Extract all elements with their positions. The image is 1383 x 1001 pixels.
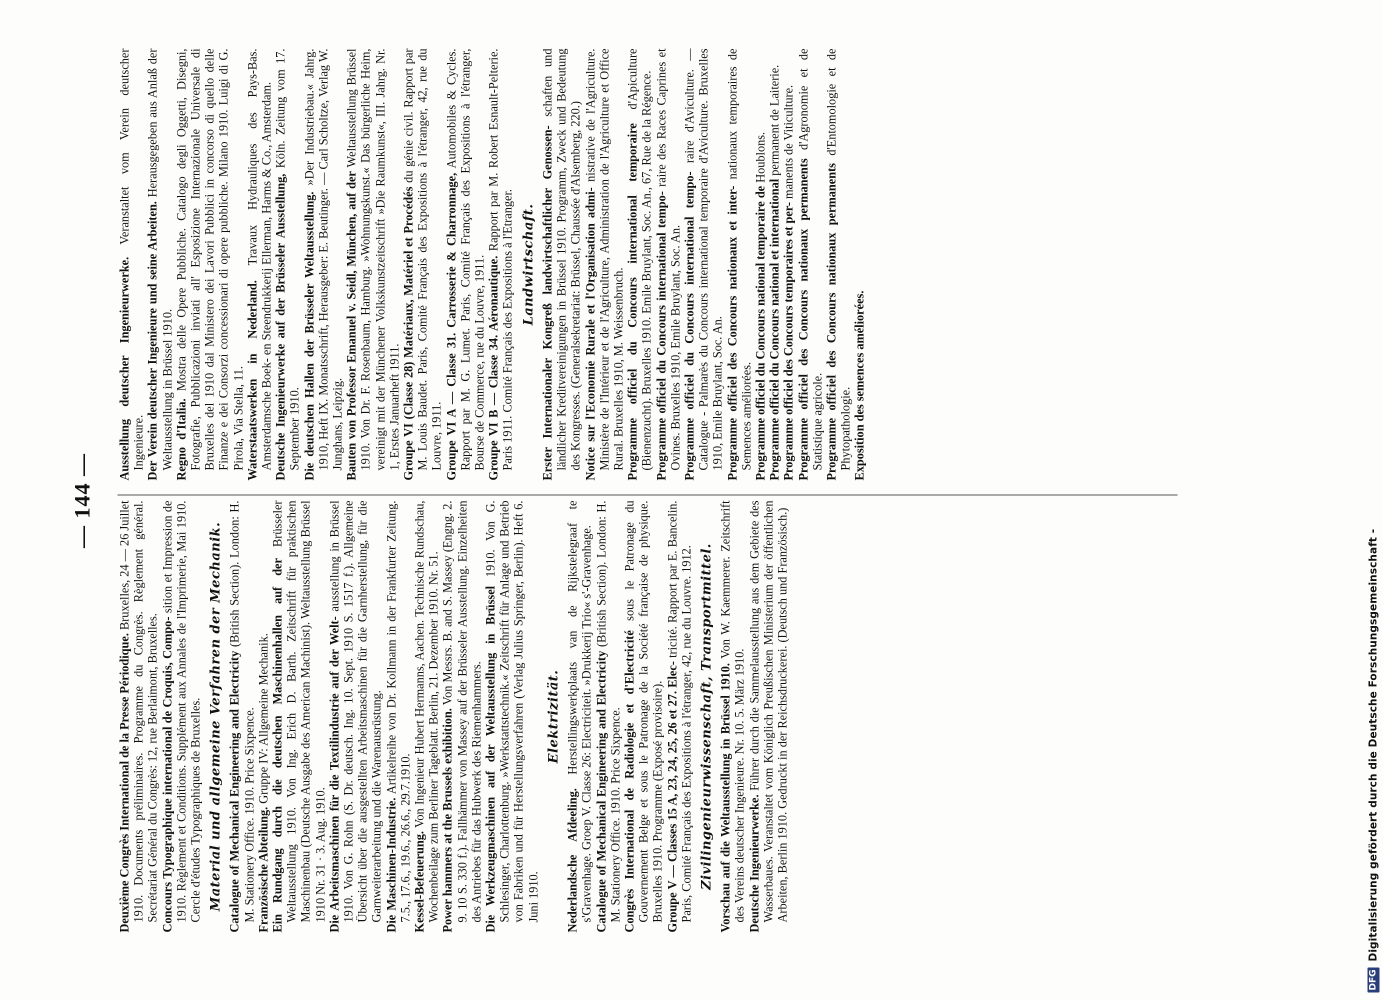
entry-title: Programme officiel des Concours nationaux permanents	[824, 163, 839, 481]
bibliography-entry	[302, 49, 345, 481]
bibliography-entry	[274, 49, 302, 481]
bibliography-entry	[768, 49, 782, 481]
entry-title: Programme officiel des Concours temporaires et per-	[781, 202, 796, 481]
entry-details: du génie civil. Rapport par M. Louis Baudet. Paris, Comité Français des Expositions à l'étranger, 42, rue du Louvre, 1911.	[401, 48, 444, 471]
entry-details: Houblons.	[753, 131, 768, 183]
entry-title: Vorschau auf die Weltausstellung in Brüssel 1910.	[718, 663, 733, 933]
bibliography-entry	[654, 49, 682, 481]
entry-title: Kessel-Befeuerung.	[412, 831, 427, 933]
entry-title: Bauten von Professor Emanuel v. Seidl, München, auf der	[344, 171, 359, 481]
entry-details: raire des Races Caprines et Ovines. Bruxelles 1910, Emile Bruylant, Soc. An.	[654, 48, 683, 471]
bibliography-entry	[146, 49, 174, 481]
rotated-document-page	[0, 1, 1383, 1001]
entry-title: Regno d'Italia.	[174, 398, 189, 481]
bibliography-entry	[384, 501, 412, 933]
entry-details: permanent de Laiterie.	[767, 64, 782, 176]
entry-details: Weltausstellung Brüssel 1910. Von Dr. F. Rosenbaum, Hamburg. »Wohnungskunst.« Das bürgerliche Heim, vereinigt mit der Münchener Volkskunstzeitschrift »Die Raumkunst«, III. Jahrg. Nr. 1, Erstes Januarheft 1911.	[344, 48, 402, 471]
footer	[1368, 1, 1380, 1001]
left-column	[118, 501, 790, 933]
entry-title: Groupe VI A — Classe 31. Carrosserie & Charronnage,	[444, 172, 459, 481]
entry-details: Bruxelles, 24 — 26 Juillet 1910. Documents préliminaires. Programme du Congrès. Règlement général. Secrétariat Général du Congrès: 12, rue Berlaimont, Bruxelles.	[117, 500, 160, 923]
entry-title: Deuxième Congrès International de la Presse Périodique.	[117, 633, 132, 933]
entry-details: Von W. Kaemmerer. Zeitschrift des Vereins deutscher Ingenieure. Nr. 10. 5. März 1910.	[718, 500, 747, 923]
bibliography-entry	[747, 501, 790, 933]
entry-details: Travaux Hydrauliques des Pays-Bas. Amsterdamsche Boek- en Steendrukkerij Ellerman, Harms & Co., Amsterdam.	[245, 48, 274, 471]
entry-title: Programme officiel du Concours international tempo-	[682, 171, 697, 481]
entry-details: nistrative de l'Agriculture. Ministère de l'Intérieur et de l'Agriculture, Administration de l'Agriculture et Office Rural. Bruxelles 1910, M. Weissenbruch.	[583, 48, 626, 471]
entry-title: Programme officiel des Concours nationaux et inter-	[725, 185, 740, 481]
bibliography-entry	[444, 49, 487, 481]
entry-details: nationaux temporaires de Semences améliorées.	[725, 48, 754, 471]
bibliography-entry	[441, 501, 484, 933]
entry-title: Die deutschen Hallen der Brüsseler Weltausstellung.	[302, 191, 317, 481]
section-heading-landwirtschaft: Landwirtschaft.	[521, 203, 537, 326]
entry-details: »Der Industriebau.« Jahrg. 1910, Heft IX. Monatsschrift, Herausgeber: E. Beutinger. — Carl Scholtze, Verlag W. Junghans, Leipzig.	[302, 48, 345, 471]
entry-details: tricité. Rapport par E. Bancelin. Paris, Comité Français des Expositions à l'étranger, 42, rue du Louvre. 1912.	[665, 500, 694, 923]
bibliography-entry	[487, 49, 515, 481]
bibliography-entry	[753, 49, 767, 481]
dfg-logo: DFG	[1368, 969, 1379, 991]
bibliography-entry	[719, 501, 747, 933]
entry-details: (British Section). London: H. M. Stationery Office. 1910. Price Sixpence.	[594, 500, 623, 923]
entry-title: Notice sur l'Economie Rurale et l'Organisation admi-	[583, 187, 597, 481]
bibliography-entry	[583, 49, 626, 481]
entry-details: sition et Impression de 1910. Règlement et Conditions. Supplément aux Annales de l'Imprimerie, Mai 1910. Cercle d'études Typographiques de Bruxelles.	[160, 500, 203, 923]
entry-details: Von Ingenieur Hubert Hermanns, Aachen. Technische Rundschau, Wochenbeilage zum Berliner Tageblatt. Berlin, 21. Dezember 1910. Nr. 51.	[412, 500, 441, 923]
entry-details: Brüsseler Weltausstellung 1910. Von Ing. Erich D. Barth. Zeitschrift für praktischen Maschinenbau (Deutsche Ausgabe des American Machinist). Weltausstellung Brüssel 1910 Nr. 31 · 3. Aug. 1910.	[270, 500, 328, 923]
entry-title: Erster Internationaler Kongreß landwirtschaftlicher Genossen-	[540, 125, 555, 481]
entry-details: manents de Viticulture.	[781, 84, 796, 199]
section-heading-elektrizitaet: Elektrizität.	[546, 669, 562, 764]
bibliography-entry	[853, 49, 867, 481]
entry-title: Catalogue of Mechanical Engineering and Electricity	[594, 650, 608, 933]
bibliography-entry	[118, 501, 161, 933]
entry-details: Von Messrs. B. and S. Massey (Engng. 2. 9. 10 S. 330 f.). Fallhämmer von Massey auf der Brüsseler Ausstellung. Einzelheiten des Antriebes für das Hubwerk des Riemenhammers.	[440, 500, 484, 923]
entry-title: Deutsche Ingenieurwerke.	[747, 794, 762, 933]
entry-details: d'Apiculture (Bienenzucht). Bruxelles 1910. Emile Bruylant, Soc. An., 67, Rue de la Régence.	[625, 48, 654, 471]
entry-details: ausstellung in Brüssel 1910. Von G. Rohn (S. Dr. deutsch. Ing. 10. Sept. 1910 S. 1517 f.). Allgemeine Übersicht über die ausgestellten Arbeitsmaschinen für die Garnherstellung, für die Garnweiterarbeitung und die Warenausrüstung.	[327, 500, 384, 923]
entry-title: Die Maschinen-Industrie.	[384, 797, 399, 933]
footer-text: Digitalisierung gefördert durch die Deutsche Forschungsgemeinschaft -	[1367, 528, 1380, 962]
entry-title: Programme officiel du Concours national temporaire de	[753, 185, 768, 481]
entry-title: Programme officiel du Concours international tempo-	[654, 191, 669, 481]
entry-title: Deutsche Ingenieurwerke auf der Brüsseler Ausstellung,	[273, 173, 288, 481]
bibliography-entry	[594, 501, 622, 933]
entry-details: d'Agronomie et de Statistique agricole.	[796, 48, 825, 471]
bibliography-entry	[327, 501, 384, 933]
bibliography-entry	[413, 501, 441, 933]
entry-details: d'Entomologie et de Phytopathologie.	[824, 48, 853, 471]
entry-title: Groupe V — Classes 15 A, 23, 24, 25, 26 et 27. Elec-	[665, 661, 680, 933]
entry-title: Programme officiel des Concours nationaux permanents	[796, 158, 811, 481]
column-divider	[118, 495, 1178, 496]
entry-details: Herausgegeben aus Anlaß der Weltausstellung in Brüssel 1910.	[145, 48, 175, 471]
bibliography-entry	[566, 501, 594, 933]
bibliography-entry	[824, 49, 852, 481]
bibliography-entry	[484, 501, 541, 933]
section-heading-zivilingenieur: Zivilingenieurwissenschaft, Transportmittel.	[699, 543, 715, 890]
entry-details: Herstellingswerkplaats van de Rijkstelegraaf te s'Gravenhage. Groep V. Classe 26: Electriciteit. »Drukkerij Trio« s'-Gravenhage.	[565, 500, 594, 923]
bibliography-entry	[782, 49, 796, 481]
bibliography-entry	[540, 49, 583, 481]
entry-title: Groupe VI B — Classe 34. Aéronautique.	[486, 255, 501, 481]
entry-title: Waterstaatswerken in Nederland.	[245, 280, 260, 481]
entry-title: Die Arbeitsmaschinen für die Textilindustrie auf der Welt-	[327, 616, 342, 933]
bibliography-entry	[402, 49, 445, 481]
bibliography-entry	[228, 501, 256, 933]
entry-details: Automobiles & Cycles. Rapport par M. G. Lumet. Paris, Comité Français des Expositions à l'étranger, Bourse de Commerce, rue du Louvre, 1911.	[444, 48, 487, 471]
entry-details: Veranstaltet vom Verein deutscher Ingenieure.	[117, 48, 146, 471]
bibliography-entry	[796, 49, 824, 481]
entry-title: Programme officiel du Concours national et international	[767, 178, 782, 481]
bibliography-entry	[665, 501, 693, 933]
entry-title: Catalogue of Mechanical Engineering and Electricity	[227, 650, 242, 933]
bibliography-entry	[626, 49, 654, 481]
bibliography-entry	[725, 49, 753, 481]
entry-title: Ein Rundgang durch die deutschen Maschinenhallen auf der	[270, 558, 285, 933]
entry-details: raire d'Aviculture. — Catalogue - Palmarès du Concours international temporaire d'Aviculture. Bruxelles 1910, Emile Bruylant, Soc. An.	[682, 48, 725, 471]
entry-title: Groupe VI (Classe 28) Matériaux, Matériel et Procédés	[401, 186, 416, 481]
entry-details: 1910. Von G. Schlesinger, Charlottenburg. »Werkstattstechnik.« Zeitschrift für Anlage und Betrieb von Fabriken und für Herstellungsverfahren (Verlag Julius Springer, Berlin). Heft 6. Juni 1910.	[483, 500, 541, 923]
entry-title: Exposition des semences améliorées.	[852, 290, 867, 481]
entry-title: Power hammers at the Brussels exhibition.	[440, 708, 455, 933]
bibliography-entry	[682, 49, 725, 481]
bibliography-entry	[118, 49, 146, 481]
entry-title: Programme officiel du Concours international temporaire	[625, 123, 640, 481]
entry-details: Köln. Zeitung vom 17. September 1910.	[273, 48, 302, 471]
bibliography-entry	[160, 501, 203, 933]
entry-title: Nederlandsche Afdeeling.	[565, 788, 580, 933]
bibliography-entry	[245, 49, 273, 481]
bibliography-entry	[622, 501, 665, 933]
entry-details: sous le Patronage du Gouvernement Belge et sous le Patronage de la Société française de physique. Bruxelles 1910. Programme (Exposé provisoire).	[622, 500, 665, 923]
entry-title: Französische Abteilung.	[256, 806, 271, 933]
entry-details: Mostra delle Opere Pubbliche. Catalogo degli Oggetti, Disegni, Fotografie, Pubblicazioni inviati all' Esposizione Internazionale Universale di Bruxelles del 1910 dal Ministero dei Lavori Pubblici in concorso di quello delle Finanze e dei Consorzi concessionari di opere pubbliche. Milano 1910. Luigi di G. Pirola, Via Stella, 11.	[174, 48, 246, 471]
bibliography-entry	[256, 501, 270, 933]
page-number: — 144 —	[69, 453, 95, 548]
entry-title: Die Werkzeugmaschinen auf der Weltausstellung in Brüssel	[483, 585, 498, 933]
entry-details: Gruppe IV: Allgemeine Mechanik.	[256, 633, 271, 804]
entry-details: Artikelreihe von Dr. Kollmann in der Frankfurter Zeitung. 7.5., 17.6., 19.6., 26.6., 29.7.1910.	[384, 500, 413, 923]
entry-title: Concours Typographique international de Croquis, Compo-	[160, 616, 175, 933]
entry-title: Der Verein deutscher Ingenieure und seine Arbeiten.	[145, 201, 160, 481]
right-column	[118, 49, 868, 481]
entry-details: Führer durch die Sammelausstellung aus dem Gebiete des Wasserbaues. Veranstaltet vom Königlich Preußischen Ministerium der öffentlichen Arbeiten, Berlin 1910. Gedruckt in der Reichsdruckerei. (Deutsch und Französisch.)	[747, 500, 790, 923]
entry-details: Rapport par M. Robert Esnault-Pelterie. Paris 1911. Comité Français des Expositions à l'Etranger.	[486, 48, 515, 471]
bibliography-entry	[271, 501, 328, 933]
bibliography-entry	[174, 49, 245, 481]
entry-title: Ausstellung deutscher Ingenieurwerke.	[117, 256, 132, 481]
entry-details: schaften und ländlicher Kreditvereinigungen in Brüssel 1910. Programm, Zweck und Bedeutung des Kongresses. (Generalsekretariat: Brüssel, Chaussée d'Alsemberg, 220.)	[540, 48, 583, 471]
entry-details: (British Section). London: H. M. Stationery Office. 1910. Price Sixpence.	[227, 500, 257, 923]
section-heading-mechanik: Material und allgemeine Verfahren der Mechanik.	[208, 521, 224, 912]
bibliography-entry	[345, 49, 402, 481]
entry-title: Congrès International de Radiologie et d'Electricité	[622, 630, 637, 933]
